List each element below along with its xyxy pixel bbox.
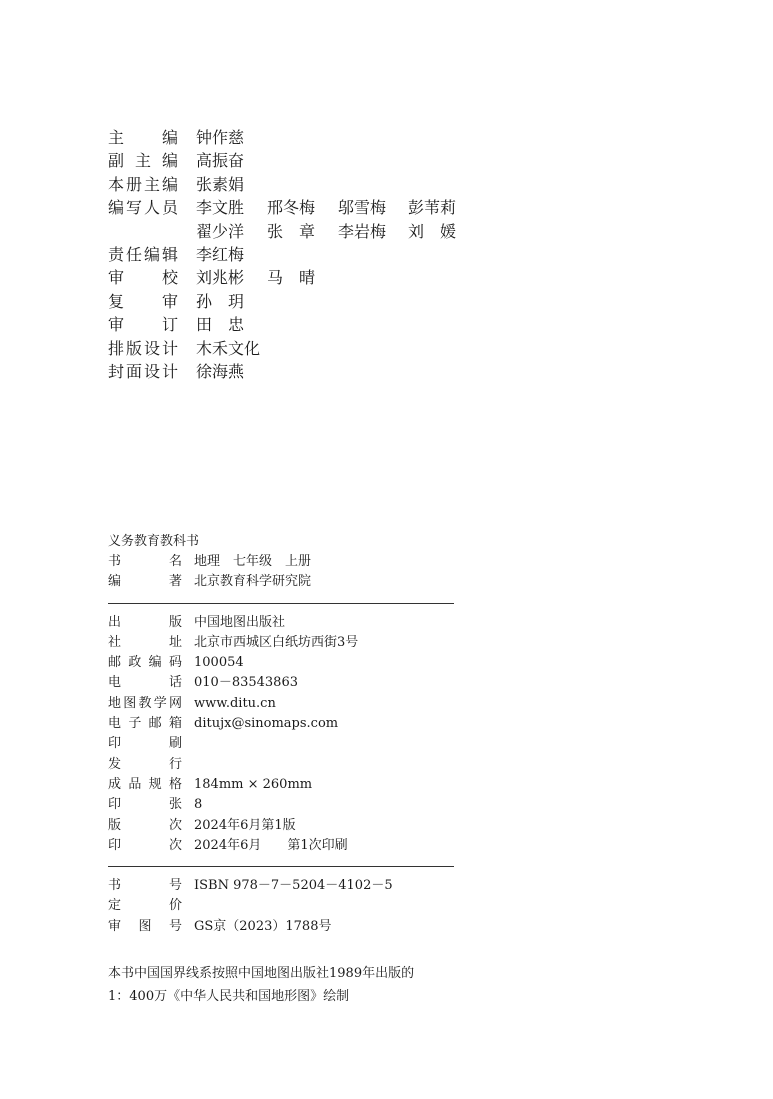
colophon-row bbox=[108, 714, 454, 734]
colophon-value: 2024年6月 第1次印刷 bbox=[194, 837, 348, 853]
colophon-value: 北京市西城区白纸坊西街3号 bbox=[194, 634, 359, 650]
colophon-label: 印 次 bbox=[108, 837, 182, 853]
credit-name: 张素娟 bbox=[196, 174, 245, 194]
credit-name: 高振奋 bbox=[196, 151, 245, 171]
colophon-label: 地 图 教 学 网 bbox=[108, 695, 182, 711]
colophon-row bbox=[108, 917, 454, 937]
credit-name: 邬雪梅 bbox=[338, 198, 387, 218]
colophon-row bbox=[108, 734, 454, 754]
credit-role: 封 面 设 计 bbox=[108, 361, 178, 381]
colophon-label: 审 图 号 bbox=[108, 918, 182, 934]
colophon-value: 010－83543863 bbox=[194, 675, 298, 691]
credit-name: 马 晴 bbox=[267, 268, 316, 288]
colophon-row bbox=[108, 775, 454, 795]
colophon-label: 印 刷 bbox=[108, 736, 182, 752]
colophon-row bbox=[108, 755, 454, 775]
colophon-label: 编 著 bbox=[108, 574, 182, 590]
divider bbox=[108, 866, 454, 867]
credit-name: 刘兆彬 bbox=[196, 268, 245, 288]
colophon-label: 邮 政 编 码 bbox=[108, 655, 182, 671]
credit-role: 本 册 主 编 bbox=[108, 174, 178, 194]
colophon-row bbox=[108, 552, 454, 572]
credit-role: 审 校 bbox=[108, 268, 178, 288]
credit-name: 钟作慈 bbox=[196, 128, 245, 147]
colophon-row bbox=[108, 816, 454, 836]
colophon-label: 书 名 bbox=[108, 554, 182, 569]
credit-name: 邢冬梅 bbox=[267, 198, 316, 218]
colophon-label: 书 号 bbox=[108, 878, 182, 894]
credit-name: 翟少洋 bbox=[196, 221, 245, 241]
colophon-value: www.ditu.cn bbox=[194, 695, 276, 711]
credit-name: 徐海燕 bbox=[196, 361, 245, 381]
colophon-label: 电 子 邮 箱 bbox=[108, 716, 182, 732]
colophon-label: 版 次 bbox=[108, 817, 182, 833]
colophon-label: 社 址 bbox=[108, 634, 182, 650]
publisher-info-group bbox=[108, 613, 454, 857]
credit-name: 李岩梅 bbox=[338, 221, 387, 241]
credit-role: 主 编 bbox=[108, 128, 178, 147]
colophon-label: 定 价 bbox=[108, 898, 182, 914]
colophon-value: 8 bbox=[194, 797, 203, 813]
colophon-label: 出 版 bbox=[108, 614, 182, 630]
map-note-line: 1：400万《中华人民共和国地形图》绘制 bbox=[108, 989, 350, 1004]
colophon-row bbox=[108, 836, 454, 856]
credit-name: 李文胜 bbox=[196, 198, 245, 218]
divider bbox=[108, 603, 454, 604]
colophon-value: ditujx@sinomaps.com bbox=[194, 716, 339, 732]
isbn-info-group bbox=[108, 876, 454, 937]
colophon-value: 2024年6月第1版 bbox=[194, 817, 296, 833]
credit-name: 李红梅 bbox=[196, 244, 245, 264]
colophon-label: 电 话 bbox=[108, 675, 182, 691]
colophon-label: 印 张 bbox=[108, 797, 182, 813]
colophon-row bbox=[108, 896, 454, 916]
credit-role: 副 主 编 bbox=[108, 151, 178, 171]
colophon-row bbox=[108, 633, 454, 653]
colophon-value: 100054 bbox=[194, 655, 244, 671]
colophon-row bbox=[108, 673, 454, 693]
colophon-label: 发 行 bbox=[108, 756, 182, 772]
colophon-row bbox=[108, 694, 454, 714]
colophon-value: ISBN 978－7－5204－4102－5 bbox=[194, 878, 393, 894]
credit-role: 排 版 设 计 bbox=[108, 338, 178, 358]
colophon-value: 中国地图出版社 bbox=[194, 614, 286, 630]
colophon-value: 184mm × 260mm bbox=[194, 776, 313, 792]
credit-role: 审 订 bbox=[108, 315, 178, 335]
credit-name: 田 忠 bbox=[196, 315, 245, 335]
colophon-block bbox=[108, 532, 454, 937]
book-info-group bbox=[108, 552, 454, 593]
map-note-line: 本书中国国界线系按照中国地图出版社1989年出版的 bbox=[108, 966, 415, 981]
credit-name: 刘 媛 bbox=[408, 221, 457, 241]
colophon-label: 成 品 规 格 bbox=[108, 776, 182, 792]
credit-name: 张 章 bbox=[267, 221, 316, 241]
colophon-row bbox=[108, 876, 454, 896]
series-title: 义务教育教科书 bbox=[108, 534, 200, 549]
colophon-row bbox=[108, 572, 454, 592]
colophon-value: 北京教育科学研究院 bbox=[194, 574, 312, 590]
colophon-value: 地理 七年级 上册 bbox=[194, 554, 312, 569]
map-note bbox=[108, 962, 414, 1008]
colophon-row bbox=[108, 795, 454, 815]
credit-name: 孙 玥 bbox=[196, 291, 245, 311]
colophon-row bbox=[108, 613, 454, 633]
colophon-value: GS京（2023）1788号 bbox=[194, 918, 332, 934]
credit-role: 责 任 编 辑 bbox=[108, 244, 178, 264]
credit-role: 复 审 bbox=[108, 291, 178, 311]
credit-name: 木禾文化 bbox=[196, 338, 261, 358]
credit-role: 编 写 人 员 bbox=[108, 198, 178, 218]
credit-name: 彭苇莉 bbox=[408, 198, 457, 218]
colophon-row bbox=[108, 653, 454, 673]
